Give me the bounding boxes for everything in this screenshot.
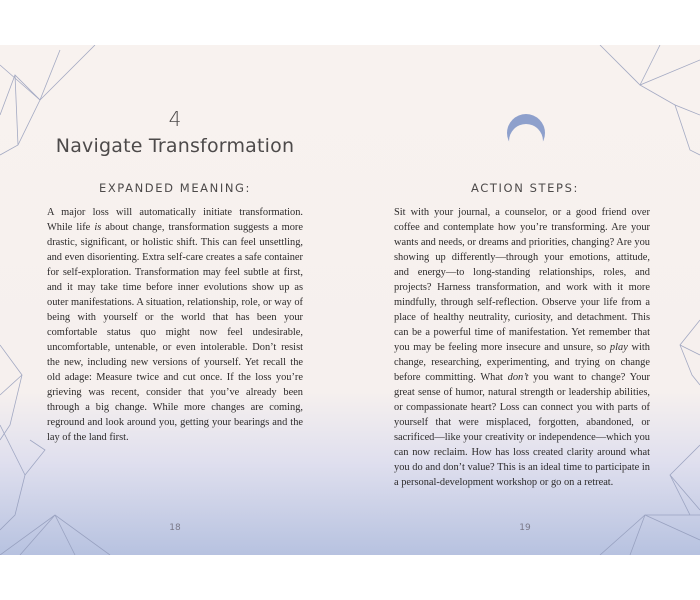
page-number: 18: [169, 523, 181, 533]
section-heading-expanded-meaning: EXPANDED MEANING:: [98, 181, 252, 195]
text-run: you want to change? Your great sense of humor, natural strength or leadership abilities, or compassionate heart? Loss can connect you with parts of yourself that were misplaced, forgotten, abandoned, or sacrificed—like your creativity or independence—which you can now reclaim. How has loss created clarity around what you do and don’t value? This is an ideal time to participate in a personal-development workshop or go on a retreat.: [394, 372, 650, 488]
text-run: about change, transformation suggests a more drastic, significant, or holistic shift. This can feel unsettling, and even disorienting. Extra self-care creates a safe container for self-exploration. Transformation may feel subtle at first, and it may take time before inner evolutions show up as outer manifestations. A situation, relationship, role, or way of being with yourself or the world that has been your comfortable status quo might now feel undesirable, uncomfortable, untenable, or even intolerable. Don’t resist the new, including new versions of yourself. Yet recall the old adage: Measure twice and cut once. If the loss you’re grieving was recent, consider that you’ve already been through a big change. While more changes are coming, reground and look around you, getting your bearings and the lay of the land first.: [47, 222, 303, 443]
text-run: with change, researching, experimenting, and trying on change before committing. What: [394, 342, 650, 383]
left-page: [0, 45, 350, 555]
italic-text: don’t: [507, 372, 529, 383]
italic-text: is: [94, 222, 102, 233]
chapter-number: 4: [168, 107, 182, 131]
page-number: 19: [519, 523, 531, 533]
text-run: Sit with your journal, a counselor, or a good friend over coffee and contemplate how you’re transforming. Are your wants and needs, or dreams and priorities, changing? Are you showing up differently—through your emotions, attitude, and energy—to long-standing relationships, roles, and projects? Harness transformation, and work with it more mindfully, through self-reflection. Observe your life from a place of healthy neutrality, curiosity, and detachment. This can be a powerful time of manifestation. Yet remember that you may be feeling more insecure and unsure, so: [394, 207, 650, 353]
expanded-meaning-text: [47, 205, 303, 445]
crescent-moon-icon: [502, 111, 550, 151]
action-steps-text: [394, 205, 650, 490]
book-spread: [0, 45, 700, 555]
italic-text: play: [609, 342, 628, 353]
section-heading-action-steps: ACTION STEPS:: [471, 181, 579, 195]
chapter-title: Navigate Transformation: [55, 135, 295, 157]
text-run: A major loss will automatically initiate transformation. While life: [47, 207, 303, 233]
right-page: [350, 45, 700, 555]
